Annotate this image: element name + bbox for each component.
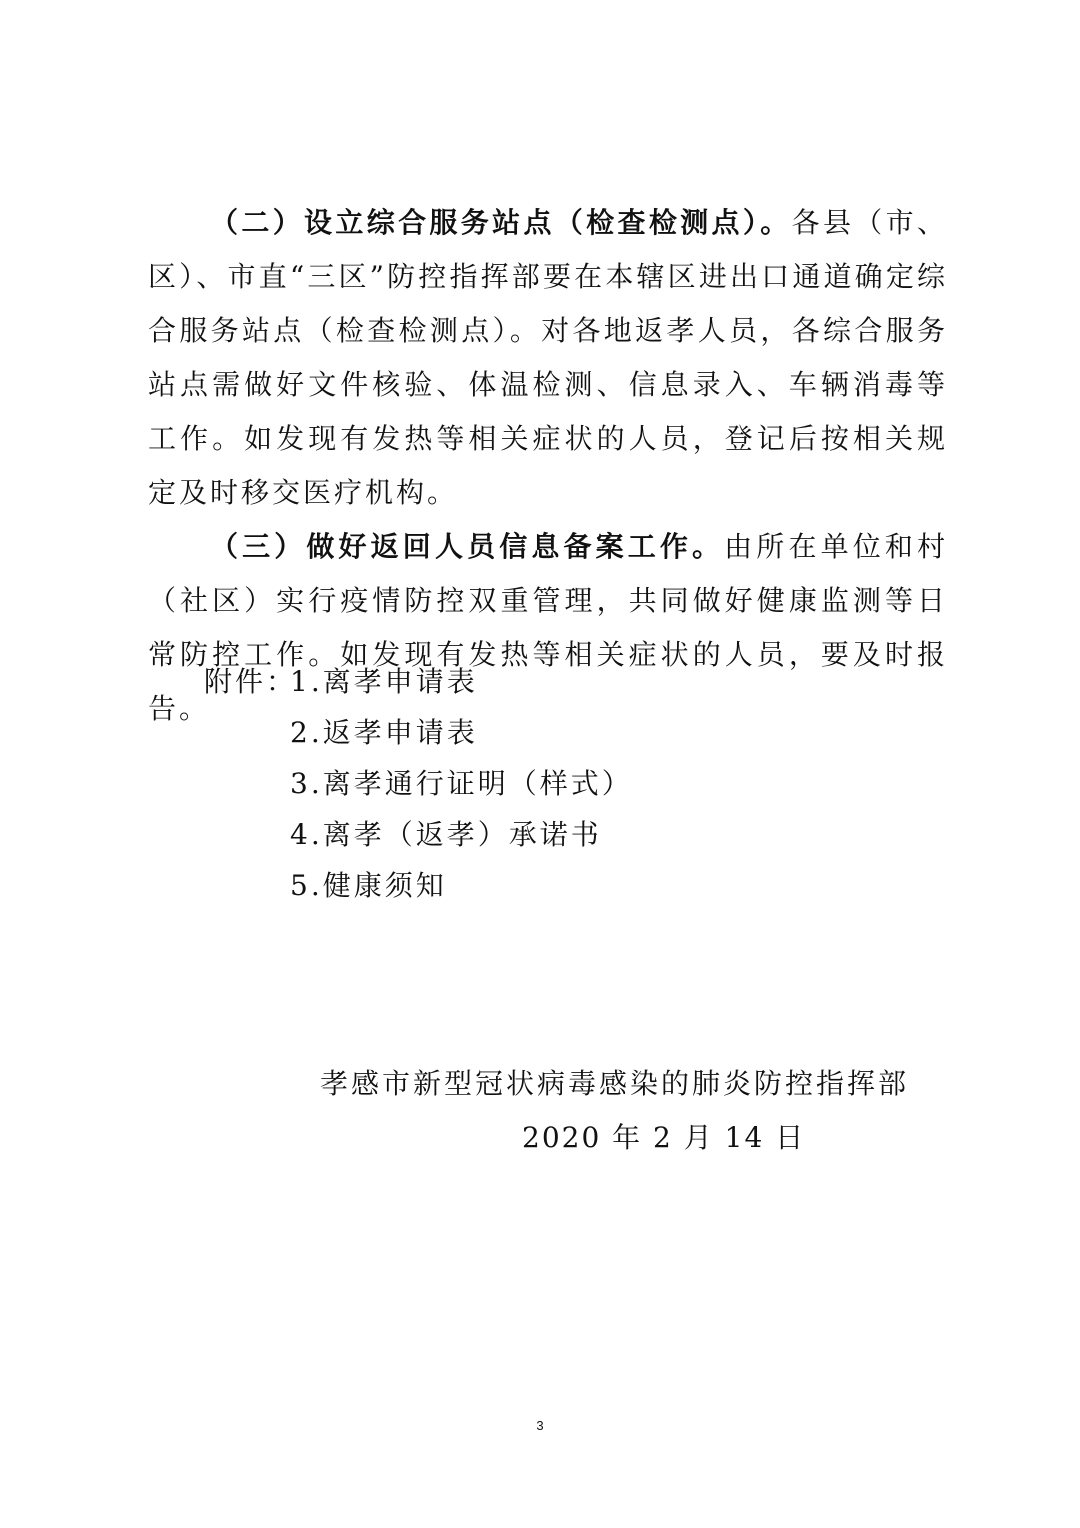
- attachment-item-label: 5.健康须知: [290, 869, 447, 902]
- signature-date: 2020 年 2 月 14 日: [522, 1121, 806, 1154]
- page-number: 3: [536, 1418, 544, 1433]
- attachment-item: [204, 809, 633, 860]
- body-text: [148, 196, 948, 736]
- attachment-item: [204, 707, 633, 758]
- attachments-label: 附件：: [204, 665, 298, 698]
- attachment-item: [204, 860, 633, 911]
- paragraph-2-heading: （二）设立综合服务站点（检查检测点）。: [210, 206, 792, 239]
- attachment-item: [204, 758, 633, 809]
- attachment-item-label: 2.返孝申请表: [290, 716, 478, 749]
- paragraph-2-text: 各县（市、区）、市直“三区”防控指挥部要在本辖区进出口通道确定综合服务站点（检查检测点）。对各地返孝人员，各综合服务站点需做好文件核验、体温检测、信息录入、车辆消毒等工作。如发现有发热等相关症状的人员，登记后按相关规定及时移交医疗机构。: [148, 206, 948, 509]
- attachment-item-label: 4.离孝（返孝）承诺书: [290, 818, 602, 851]
- attachment-item-label: 3.离孝通行证明（样式）: [290, 767, 633, 800]
- paragraph-3-heading: （三）做好返回人员信息备案工作。: [210, 530, 725, 563]
- signature-organization: 孝感市新型冠状病毒感染的肺炎防控指挥部: [320, 1067, 910, 1100]
- paragraph-3-text: 由所在单位和村（社区）实行疫情防控双重管理，共同做好健康监测等日常防控工作。如发现有发热等相关症状的人员，要及时报告。: [148, 530, 948, 725]
- attachment-item: [204, 656, 633, 707]
- attachment-item-label: 1.离孝申请表: [290, 665, 478, 698]
- attachments-list: [204, 656, 633, 911]
- paragraph-2: [148, 196, 948, 520]
